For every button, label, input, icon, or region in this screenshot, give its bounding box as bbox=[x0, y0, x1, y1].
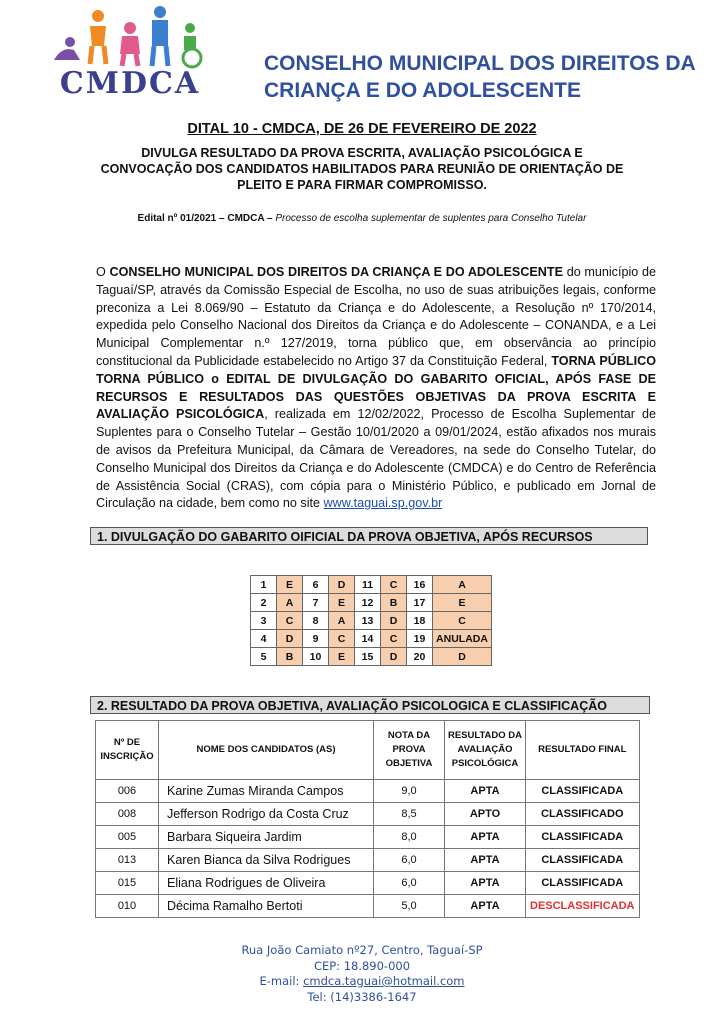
question-answer: B bbox=[277, 648, 303, 666]
question-number: 13 bbox=[355, 612, 381, 630]
body-text-bold: TORNA PÚBLICO TORNA PÚBLICO o EDITAL DE DIVULGAÇÃO DO GABARITO OFICIAL, APÓS FASE DE RECURSOS E RESULTADOS DAS QUESTÕES OBJETIVAS DA PROVA ESCRITA E AVALIAÇÃO PSICOLÓGICA bbox=[96, 353, 657, 422]
results-body bbox=[96, 780, 640, 918]
answer-key-row bbox=[251, 648, 492, 666]
question-number: 18 bbox=[407, 612, 433, 630]
cell-inscricao: 006 bbox=[96, 780, 159, 803]
body-paragraph bbox=[96, 264, 656, 513]
question-number: 17 bbox=[407, 594, 433, 612]
answer-key-row bbox=[251, 630, 492, 648]
edital-reference-description: Processo de escolha suplementar de suplentes para Conselho Tutelar bbox=[275, 213, 587, 224]
cell-inscricao: 015 bbox=[96, 872, 159, 895]
question-answer: E bbox=[329, 594, 355, 612]
table-row bbox=[96, 780, 640, 803]
cell-nota: 6,0 bbox=[374, 849, 445, 872]
question-answer: D bbox=[381, 612, 407, 630]
cell-resultado-final: CLASSIFICADA bbox=[526, 826, 640, 849]
question-answer: C bbox=[381, 576, 407, 594]
question-number: 7 bbox=[303, 594, 329, 612]
answer-key-table bbox=[250, 575, 492, 666]
table-row bbox=[96, 895, 640, 918]
cmdca-logo bbox=[40, 6, 220, 106]
header-nota: NOTA DA PROVA OBJETIVA bbox=[374, 721, 445, 780]
question-number: 19 bbox=[407, 630, 433, 648]
question-number: 11 bbox=[355, 576, 381, 594]
header-avaliacao: RESULTADO DA AVALIAÇÃO PSICOLÓGICA bbox=[445, 721, 526, 780]
table-row bbox=[96, 803, 640, 826]
cell-resultado-final: CLASSIFICADA bbox=[526, 849, 640, 872]
cell-nota: 6,0 bbox=[374, 872, 445, 895]
cell-avaliacao: APTO bbox=[445, 803, 526, 826]
footer-email bbox=[0, 974, 724, 990]
question-answer: D bbox=[381, 648, 407, 666]
question-answer: A bbox=[433, 576, 492, 594]
question-answer: D bbox=[277, 630, 303, 648]
question-answer: C bbox=[329, 630, 355, 648]
question-answer: E bbox=[433, 594, 492, 612]
question-answer: D bbox=[433, 648, 492, 666]
answer-key-row bbox=[251, 594, 492, 612]
cell-avaliacao: APTA bbox=[445, 872, 526, 895]
header-nome: NOME DOS CANDIDATOS (AS) bbox=[159, 721, 374, 780]
question-number: 10 bbox=[303, 648, 329, 666]
question-number: 12 bbox=[355, 594, 381, 612]
section-header-results: 2. RESULTADO DA PROVA OBJETIVA, AVALIAÇÃO PSICOLOGICA E CLASSIFICAÇÃO bbox=[90, 696, 650, 714]
organization-name: CONSELHO MUNICIPAL DOS DIREITOS DA CRIANÇA E DO ADOLESCENTE bbox=[264, 52, 695, 102]
answer-key-row bbox=[251, 576, 492, 594]
cell-nome: Décima Ramalho Bertoti bbox=[159, 895, 374, 918]
section-header-answer-key: 1. DIVULGAÇÃO DO GABARITO OIFICIAL DA PROVA OBJETIVA, APÓS RECURSOS bbox=[90, 527, 648, 545]
body-text-part: O bbox=[96, 265, 110, 279]
cell-inscricao: 008 bbox=[96, 803, 159, 826]
body-text-bold: CONSELHO MUNICIPAL DOS DIREITOS DA CRIANÇA E DO ADOLESCENTE bbox=[109, 265, 563, 279]
edital-subtitle: DIVULGA RESULTADO DA PROVA ESCRITA, AVALIAÇÃO PSICOLÓGICA E CONVOCAÇÃO DOS CANDIDATOS HABILITADOS PARA REUNIÃO DE ORIENTAÇÃO DE PLEITO E PARA FIRMAR COMPROMISSO. bbox=[100, 146, 624, 192]
logo-text: CMDCA bbox=[59, 66, 201, 101]
cell-nota: 8,0 bbox=[374, 826, 445, 849]
cell-resultado-final: DESCLASSIFICADA bbox=[526, 895, 640, 918]
question-answer: E bbox=[277, 576, 303, 594]
cell-avaliacao: APTA bbox=[445, 780, 526, 803]
results-table bbox=[95, 720, 640, 918]
question-number: 15 bbox=[355, 648, 381, 666]
answer-key-row bbox=[251, 612, 492, 630]
cell-avaliacao: APTA bbox=[445, 849, 526, 872]
question-number: 9 bbox=[303, 630, 329, 648]
website-link[interactable]: www.taguai.sp.gov.br bbox=[323, 496, 443, 511]
question-answer: C bbox=[381, 630, 407, 648]
body-text-part: do município de Taguaí/SP, através da Comissão Especial de Escolha, no uso de suas atribuições legais, conforme preconiza a Lei 8.069/90 – Estatuto da Criança e do Adolescente, a Resolução nº 170/2014, expedida pelo Conselho Nacional dos Direitos da Criança e do Adolescente – CONANDA, e a Lei Municipal Complementar n.º 127/2019, torna público que, em observância ao princípio constitucional da Publicidade estabelecido no Artigo 37 da Constituição Federal, bbox=[96, 265, 656, 368]
footer-contact bbox=[0, 943, 724, 1005]
table-row bbox=[96, 849, 640, 872]
cell-resultado-final: CLASSIFICADO bbox=[526, 803, 640, 826]
header-inscricao: Nº DE INSCRIÇÃO bbox=[96, 721, 159, 780]
question-number: 6 bbox=[303, 576, 329, 594]
cell-nome: Karine Zumas Miranda Campos bbox=[159, 780, 374, 803]
cell-avaliacao: APTA bbox=[445, 826, 526, 849]
question-number: 2 bbox=[251, 594, 277, 612]
results-header-row bbox=[96, 721, 640, 780]
cell-inscricao: 010 bbox=[96, 895, 159, 918]
footer-email-label: E-mail: bbox=[259, 974, 304, 988]
question-number: 8 bbox=[303, 612, 329, 630]
question-number: 4 bbox=[251, 630, 277, 648]
question-answer: E bbox=[329, 648, 355, 666]
footer-address: Rua João Camiato nº27, Centro, Taguaí-SP bbox=[241, 943, 483, 957]
question-answer: C bbox=[277, 612, 303, 630]
question-number: 1 bbox=[251, 576, 277, 594]
question-answer: A bbox=[277, 594, 303, 612]
question-answer: C bbox=[433, 612, 492, 630]
question-number: 5 bbox=[251, 648, 277, 666]
question-answer: A bbox=[329, 612, 355, 630]
cell-nome: Eliana Rodrigues de Oliveira bbox=[159, 872, 374, 895]
footer-cep: CEP: 18.890-000 bbox=[313, 958, 411, 973]
cell-nome: Barbara Siqueira Jardim bbox=[159, 826, 374, 849]
cell-nota: 9,0 bbox=[374, 780, 445, 803]
cell-resultado-final: CLASSIFICADA bbox=[526, 872, 640, 895]
cell-nome: Jefferson Rodrigo da Costa Cruz bbox=[159, 803, 374, 826]
edital-reference bbox=[0, 213, 724, 224]
body-text-part: , realizada em 12/02/2022, Processo de Escolha Suplementar de Suplentes para o Conselho Tutelar – Gestão 10/01/2020 a 09/01/2024, estão afixados nos murais de avisos da Prefeitura Municipal, da Câmara de Vereadores, na sede do Conselho Tutelar, do Conselho Municipal dos Direitos da Criança e do Adolescente (CMDCA) e do Centro de Referência de Assistência Social (CRAS), com cópia para o Ministério Público, e publicado em Jornal de Circulação na cidade, bem como no site bbox=[96, 407, 657, 511]
cell-resultado-final: CLASSIFICADA bbox=[526, 780, 640, 803]
question-number: 16 bbox=[407, 576, 433, 594]
cell-nome: Karen Bianca da Silva Rodrigues bbox=[159, 849, 374, 872]
question-number: 3 bbox=[251, 612, 277, 630]
question-answer: B bbox=[381, 594, 407, 612]
children-figures-icon bbox=[40, 6, 220, 70]
cell-avaliacao: APTA bbox=[445, 895, 526, 918]
cell-nota: 5,0 bbox=[374, 895, 445, 918]
cell-nota: 8,5 bbox=[374, 803, 445, 826]
table-row bbox=[96, 826, 640, 849]
question-answer: D bbox=[329, 576, 355, 594]
footer-tel: Tel: (14)3386-1647 bbox=[307, 989, 417, 1004]
cell-inscricao: 013 bbox=[96, 849, 159, 872]
question-number: 14 bbox=[355, 630, 381, 648]
question-answer: ANULADA bbox=[433, 630, 492, 648]
edital-title: DITAL 10 - CMDCA, DE 26 DE FEVEREIRO DE 2022 bbox=[187, 121, 537, 137]
edital-reference-number: Edital nº 01/2021 – CMDCA – bbox=[137, 213, 273, 224]
header-resultado-final: RESULTADO FINAL bbox=[526, 721, 640, 780]
table-row bbox=[96, 872, 640, 895]
footer-email-link[interactable]: cmdca.taguai@hotmail.com bbox=[303, 974, 465, 988]
question-number: 20 bbox=[407, 648, 433, 666]
cell-inscricao: 005 bbox=[96, 826, 159, 849]
